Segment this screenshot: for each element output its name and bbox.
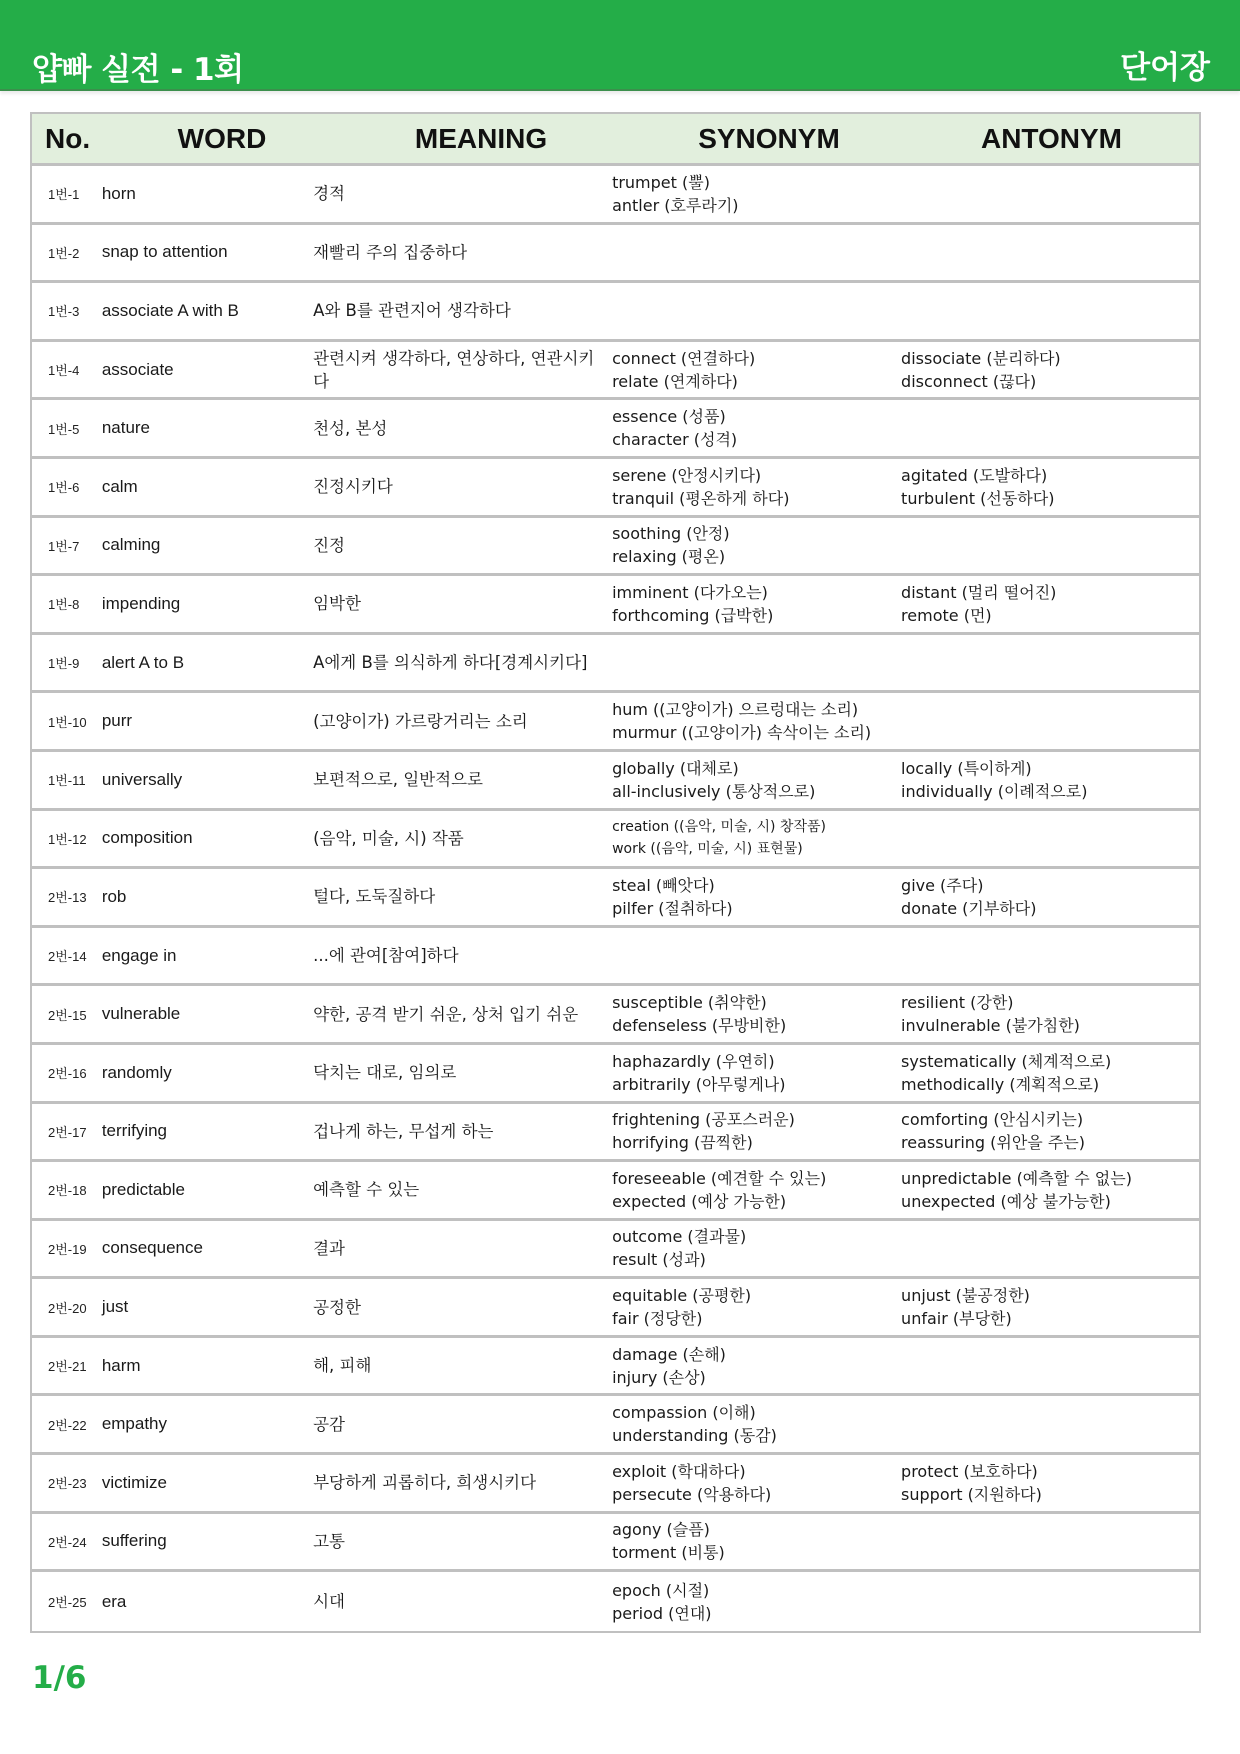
synonym-item: murmur ((고양이가) 속삭이는 소리) (612, 723, 872, 743)
antonym-item: methodically (계획적으로) (901, 1074, 1100, 1094)
entry-meaning: A와 B를 관련지어 생각하다 (313, 301, 511, 321)
entry-meaning: 임박한 (313, 594, 361, 614)
entry-synonyms (612, 171, 901, 217)
entry-meaning: 진정 (313, 535, 345, 555)
synonym-item: equitable (공평한) (612, 1286, 752, 1306)
entry-number: 2번-15 (48, 1007, 87, 1023)
entry-number: 1번-4 (48, 363, 80, 379)
entry-word: era (101, 1591, 127, 1611)
entry-word: impending (101, 593, 181, 613)
entry-word: alert A to B (101, 652, 185, 672)
synonym-item: creation ((음악, 미술, 시) 창작품) (612, 819, 826, 836)
entry-word: harm (101, 1355, 141, 1375)
table-row (32, 928, 1199, 987)
table-row (32, 635, 1199, 694)
entry-number: 2번-17 (48, 1124, 87, 1140)
antonym-item: remote (먼) (901, 605, 992, 625)
entry-synonyms (612, 1284, 901, 1330)
synonym-item: serene (안정시키다) (612, 465, 762, 485)
antonym-item: give (주다) (901, 875, 984, 895)
antonym-item: unpredictable (예측할 수 없는) (901, 1168, 1132, 1188)
synonym-item: pilfer (절취하다) (612, 898, 733, 918)
entry-meaning: (고양이가) 가르랑거리는 소리 (313, 711, 528, 731)
antonym-item: unexpected (예상 불가능한) (901, 1191, 1111, 1211)
entry-number: 1번-6 (48, 480, 80, 496)
synonym-item: all-inclusively (통상적으로) (612, 781, 816, 801)
antonym-item: distant (멀리 떨어진) (901, 582, 1057, 602)
entry-number: 2번-13 (48, 890, 87, 906)
antonym-item: reassuring (위안을 주는) (901, 1133, 1085, 1153)
vocabulary-table (30, 112, 1201, 1633)
entry-meaning: 부당하게 괴롭히다, 희생시키다 (313, 1473, 537, 1493)
synonym-item: agony (슬픔) (612, 1520, 710, 1540)
synonym-item: damage (손해) (612, 1344, 726, 1364)
entry-number: 1번-3 (48, 304, 80, 320)
entry-antonyms (901, 347, 1199, 393)
synonym-item: torment (비통) (612, 1543, 725, 1563)
table-row (32, 342, 1199, 401)
entry-number: 1번-10 (48, 714, 87, 730)
synonym-item: connect (연결하다) (612, 348, 756, 368)
synonym-item: defenseless (무방비한) (612, 1016, 787, 1036)
table-row (32, 283, 1199, 342)
synonym-item: foreseeable (예견할 수 있는) (612, 1168, 827, 1188)
entry-antonyms (901, 874, 1199, 920)
entry-number: 1번-7 (48, 538, 80, 554)
entry-word: universally (101, 769, 183, 789)
entry-synonyms (612, 1579, 901, 1625)
entry-antonyms (901, 757, 1199, 803)
table-row (32, 1455, 1199, 1514)
antonym-item: agitated (도발하다) (901, 465, 1048, 485)
antonym-item: protect (보호하다) (901, 1461, 1038, 1481)
entry-antonyms (901, 1460, 1199, 1506)
entry-meaning: 시대 (313, 1592, 345, 1612)
entry-meaning: 천성, 본성 (313, 418, 388, 438)
synonym-item: globally (대체로) (612, 758, 739, 778)
table-row (32, 1104, 1199, 1163)
synonym-item: antler (호루라기) (612, 195, 739, 215)
entry-antonyms (901, 581, 1199, 627)
table-row (32, 1338, 1199, 1397)
synonym-item: work ((음악, 미술, 시) 표현물) (612, 841, 803, 858)
synonym-item: steal (빼앗다) (612, 875, 715, 895)
entry-synonyms (612, 1167, 901, 1213)
table-body (32, 166, 1199, 1631)
entry-synonyms (612, 581, 901, 627)
synonym-item: frightening (공포스러운) (612, 1110, 795, 1130)
entry-number: 2번-21 (48, 1359, 87, 1375)
column-header-antonym: ANTONYM (980, 122, 1123, 154)
entry-meaning: 겁나게 하는, 무섭게 하는 (313, 1121, 494, 1141)
synonym-item: horrifying (끔찍한) (612, 1133, 753, 1153)
entry-synonyms (612, 1108, 901, 1154)
synonym-item: expected (예상 가능한) (612, 1191, 787, 1211)
entry-meaning: 재빨리 주의 집중하다 (313, 242, 468, 262)
synonym-item: essence (성품) (612, 407, 726, 427)
table-row (32, 1221, 1199, 1280)
entry-meaning: 진정시키다 (313, 477, 393, 497)
column-header-word: WORD (177, 122, 267, 154)
entry-number: 2번-20 (48, 1300, 87, 1316)
entry-number: 2번-24 (48, 1534, 87, 1550)
entry-meaning: 결과 (313, 1238, 345, 1258)
entry-meaning: 보편적으로, 일반적으로 (313, 770, 483, 790)
table-header-row (32, 114, 1199, 166)
synonym-item: susceptible (취약한) (612, 993, 767, 1013)
table-row (32, 1162, 1199, 1221)
antonym-item: resilient (강한) (901, 993, 1014, 1013)
synonym-item: relaxing (평온) (612, 547, 726, 567)
antonym-item: unjust (불공정한) (901, 1286, 1030, 1306)
entry-meaning: ...에 관여[참여]하다 (313, 946, 459, 966)
entry-word: suffering (101, 1531, 167, 1551)
entry-antonyms (901, 991, 1199, 1037)
entry-word: vulnerable (101, 1004, 181, 1024)
table-row (32, 869, 1199, 928)
synonym-item: soothing (안정) (612, 524, 730, 544)
entry-word: purr (101, 711, 133, 731)
synonym-item: persecute (악용하다) (612, 1484, 772, 1504)
entry-synonyms (612, 347, 901, 393)
entry-synonyms (612, 816, 901, 860)
entry-number: 1번-1 (48, 187, 80, 203)
entry-meaning: 예측할 수 있는 (313, 1180, 420, 1200)
table-row (32, 1396, 1199, 1455)
table-row (32, 1514, 1199, 1573)
entry-synonyms (612, 1050, 901, 1096)
entry-word: randomly (101, 1062, 172, 1082)
table-row (32, 1572, 1199, 1631)
synonym-item: tranquil (평온하게 하다) (612, 488, 790, 508)
entry-word: calm (101, 476, 138, 496)
table-row (32, 225, 1199, 284)
entry-synonyms (612, 522, 901, 568)
table-row (32, 693, 1199, 752)
table-row (32, 1045, 1199, 1104)
entry-meaning: 공정한 (313, 1297, 361, 1317)
entry-meaning: A에게 B를 의식하게 하다[경계시키다] (313, 653, 588, 673)
entry-synonyms (612, 1460, 901, 1506)
entry-word: nature (101, 418, 151, 438)
synonym-item: character (성격) (612, 430, 738, 450)
entry-word: composition (101, 828, 193, 848)
entry-number: 2번-16 (48, 1066, 87, 1082)
entry-meaning: (음악, 미술, 시) 작품 (313, 828, 464, 848)
entry-word: predictable (101, 1179, 185, 1199)
entry-word: just (101, 1297, 129, 1317)
entry-number: 2번-19 (48, 1241, 87, 1257)
column-header-no: No. (45, 122, 91, 154)
entry-word: calming (101, 535, 161, 555)
entry-number: 1번-8 (48, 597, 80, 613)
antonym-item: disconnect (끊다) (901, 371, 1037, 391)
synonym-item: hum ((고양이가) 으르렁대는 소리) (612, 700, 859, 720)
synonym-item: relate (연계하다) (612, 371, 738, 391)
entry-number: 2번-14 (48, 949, 87, 965)
table-row (32, 752, 1199, 811)
table-row (32, 1279, 1199, 1338)
entry-number: 2번-23 (48, 1476, 87, 1492)
entry-number: 1번-11 (48, 773, 86, 789)
antonym-item: locally (특이하게) (901, 758, 1032, 778)
column-header-meaning: MEANING (414, 122, 548, 154)
entry-meaning: 관련시켜 생각하다, 연상하다, 연관시키다 (313, 348, 595, 391)
synonym-item: compassion (이해) (612, 1403, 756, 1423)
synonym-item: result (성과) (612, 1250, 706, 1270)
entry-number: 2번-25 (48, 1595, 87, 1611)
entry-synonyms (612, 1343, 901, 1389)
entry-meaning: 약한, 공격 받기 쉬운, 상처 입기 쉬운 (313, 1004, 579, 1024)
entry-meaning: 경적 (313, 184, 345, 204)
synonym-item: exploit (학대하다) (612, 1461, 746, 1481)
header-bar (0, 0, 1240, 91)
entry-antonyms (901, 464, 1199, 510)
antonym-item: donate (기부하다) (901, 898, 1037, 918)
synonym-item: understanding (동감) (612, 1426, 777, 1446)
entry-word: empathy (101, 1414, 168, 1434)
synonym-item: fair (정당한) (612, 1309, 703, 1329)
entry-word: associate A with B (101, 300, 239, 320)
table-row (32, 459, 1199, 518)
entry-synonyms (612, 991, 901, 1037)
column-header-synonym: SYNONYM (698, 122, 840, 154)
entry-antonyms (901, 1284, 1199, 1330)
entry-synonyms (612, 874, 901, 920)
entry-antonyms (901, 1108, 1199, 1154)
table-row (32, 400, 1199, 459)
synonym-item: haphazardly (우연히) (612, 1051, 775, 1071)
entry-synonyms (612, 757, 901, 803)
entry-word: horn (101, 183, 136, 203)
entry-word: victimize (101, 1472, 167, 1492)
antonym-item: turbulent (선동하다) (901, 488, 1055, 508)
entry-synonyms (612, 1225, 901, 1271)
entry-synonyms (612, 1401, 901, 1447)
entry-number: 1번-9 (48, 656, 80, 672)
entry-antonyms (901, 1167, 1199, 1213)
synonym-item: period (연대) (612, 1603, 712, 1623)
synonym-item: epoch (시절) (612, 1580, 710, 1600)
antonym-item: invulnerable (불가침한) (901, 1016, 1080, 1036)
page-indicator: 1/6 (32, 1660, 87, 1696)
page-title: 얍빠 실전 - 1회 (32, 52, 244, 88)
table-row (32, 576, 1199, 635)
entry-number: 1번-2 (48, 245, 80, 261)
entry-meaning: 고통 (313, 1531, 345, 1551)
antonym-item: dissociate (분리하다) (901, 348, 1061, 368)
synonym-item: trumpet (뿔) (612, 172, 710, 192)
table-row (32, 811, 1199, 870)
antonym-item: comforting (안심시키는) (901, 1110, 1084, 1130)
table-row (32, 166, 1199, 225)
synonym-item: injury (손상) (612, 1367, 706, 1387)
entry-meaning: 털다, 도둑질하다 (313, 887, 436, 907)
antonym-item: individually (이례적으로) (901, 781, 1088, 801)
entry-word: engage in (101, 945, 177, 965)
entry-synonyms (612, 464, 901, 510)
synonym-item: arbitrarily (아무렇게나) (612, 1074, 786, 1094)
entry-word: associate (101, 359, 174, 379)
entry-word: snap to attention (101, 242, 228, 262)
entry-word: rob (101, 886, 127, 906)
antonym-item: support (지원하다) (901, 1484, 1042, 1504)
entry-number: 2번-18 (48, 1183, 87, 1199)
entry-word: consequence (101, 1238, 203, 1258)
entry-synonyms (612, 405, 901, 451)
section-label: 단어장 (1120, 50, 1210, 86)
antonym-item: systematically (체계적으로) (901, 1051, 1112, 1071)
antonym-item: unfair (부당한) (901, 1309, 1012, 1329)
entry-meaning: 닥치는 대로, 임의로 (313, 1063, 457, 1083)
entry-number: 1번-12 (48, 831, 87, 847)
entry-synonyms (612, 698, 901, 744)
entry-number: 1번-5 (48, 421, 80, 437)
synonym-item: outcome (결과물) (612, 1227, 747, 1247)
entry-number: 2번-22 (48, 1417, 87, 1433)
entry-word: terrifying (101, 1121, 167, 1141)
entry-meaning: 공감 (313, 1414, 345, 1434)
entry-meaning: 해, 피해 (313, 1356, 372, 1376)
entry-antonyms (901, 1050, 1199, 1096)
synonym-item: imminent (다가오는) (612, 582, 768, 602)
entry-synonyms (612, 1518, 901, 1564)
table-row (32, 986, 1199, 1045)
table-row (32, 518, 1199, 577)
synonym-item: forthcoming (급박한) (612, 605, 774, 625)
